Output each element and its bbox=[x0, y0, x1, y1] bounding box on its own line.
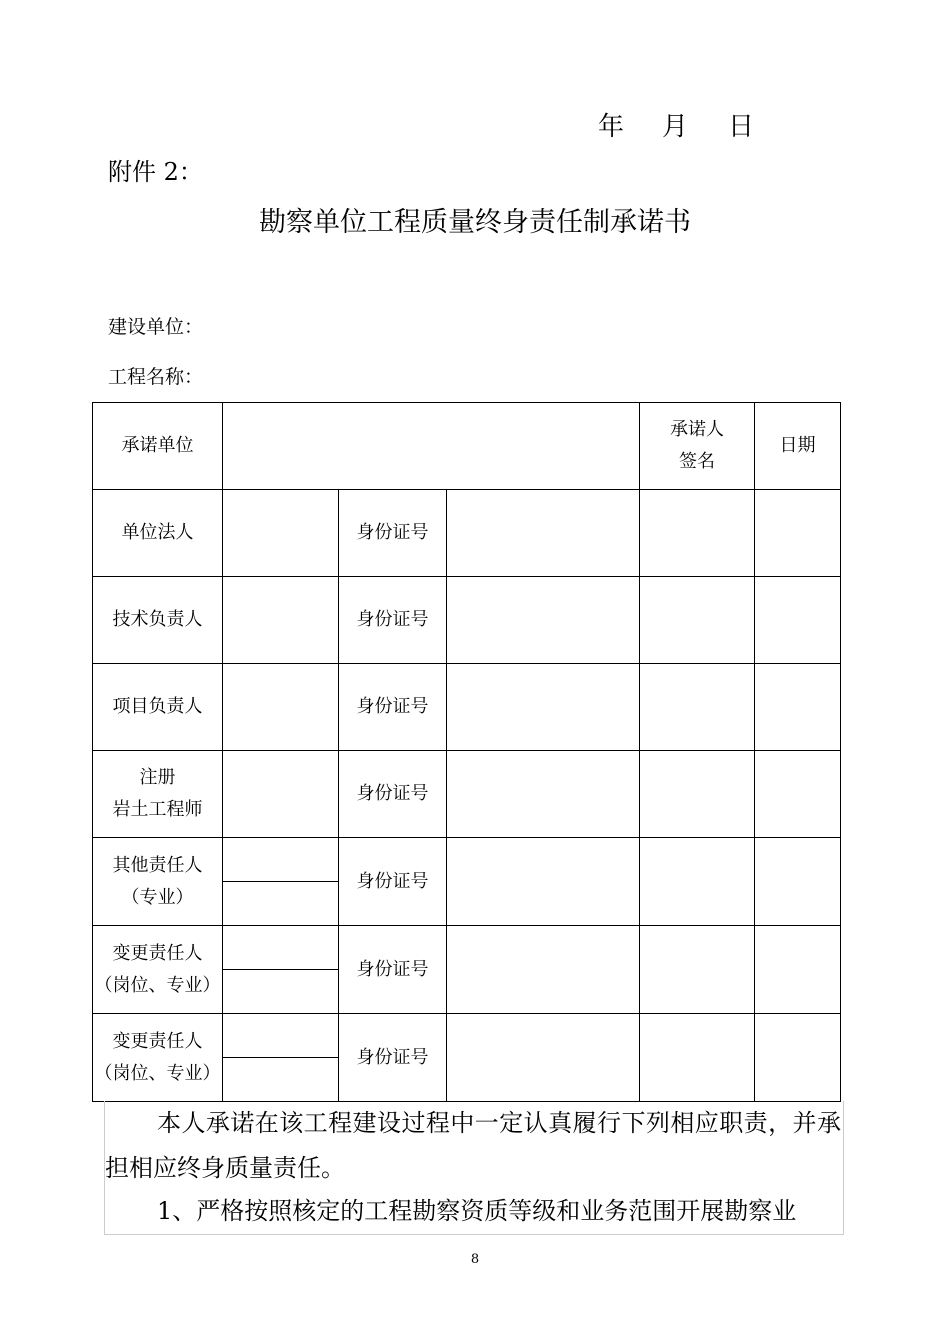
id-label: 身份证号 bbox=[339, 577, 447, 664]
signature-label-line1: 承诺人 bbox=[670, 419, 725, 440]
unit-value-cell[interactable] bbox=[223, 403, 640, 490]
project-name-label: 工程名称： bbox=[108, 366, 204, 388]
role-legal-rep: 单位法人 bbox=[93, 490, 223, 577]
name-cell[interactable] bbox=[223, 664, 339, 751]
table-row bbox=[93, 577, 841, 664]
date-day: 日 bbox=[728, 112, 755, 142]
unit-label-cell: 承诺单位 bbox=[93, 403, 223, 490]
table-row bbox=[93, 838, 841, 882]
name-cell[interactable] bbox=[223, 926, 339, 970]
table-row bbox=[93, 664, 841, 751]
table-row bbox=[93, 926, 841, 970]
table-header-row bbox=[93, 403, 841, 490]
date-year: 年 bbox=[598, 112, 625, 142]
commitment-text-box bbox=[104, 1101, 844, 1235]
commitment-form-table bbox=[92, 402, 841, 1102]
table-row bbox=[93, 751, 841, 838]
role-engineer-line2: 岩土工程师 bbox=[112, 799, 203, 820]
attachment-text: 附件 bbox=[108, 158, 156, 186]
signature-label-cell bbox=[640, 403, 755, 490]
name-cell[interactable] bbox=[223, 1014, 339, 1058]
id-value-cell[interactable] bbox=[447, 1014, 640, 1102]
attachment-label bbox=[108, 152, 203, 187]
specialty-cell[interactable] bbox=[223, 1058, 339, 1102]
date-label-cell: 日期 bbox=[755, 403, 841, 490]
id-label: 身份证号 bbox=[339, 664, 447, 751]
signature-label-line2: 签名 bbox=[679, 451, 716, 472]
signature-cell[interactable] bbox=[640, 577, 755, 664]
table-row bbox=[93, 1014, 841, 1058]
role-other-line2: （专业） bbox=[121, 886, 194, 908]
signature-cell[interactable] bbox=[640, 664, 755, 751]
document-title: 勘察单位工程质量终身责任制承诺书 bbox=[259, 207, 691, 238]
role-other-line1: 其他责任人 bbox=[112, 854, 203, 876]
id-label: 身份证号 bbox=[339, 490, 447, 577]
date-cell[interactable] bbox=[755, 751, 841, 838]
page-number: 8 bbox=[470, 1252, 480, 1267]
attachment-colon: ： bbox=[178, 158, 203, 186]
date-cell[interactable] bbox=[755, 926, 841, 1014]
role-change-2 bbox=[93, 1014, 223, 1102]
name-cell[interactable] bbox=[223, 490, 339, 577]
signature-cell[interactable] bbox=[640, 490, 755, 577]
name-cell[interactable] bbox=[223, 751, 339, 838]
id-value-cell[interactable] bbox=[447, 926, 640, 1014]
id-label: 身份证号 bbox=[339, 1014, 447, 1102]
date-line bbox=[598, 106, 754, 143]
id-value-cell[interactable] bbox=[447, 751, 640, 838]
id-value-cell[interactable] bbox=[447, 577, 640, 664]
id-value-cell[interactable] bbox=[447, 838, 640, 926]
signature-cell[interactable] bbox=[640, 1014, 755, 1102]
name-cell[interactable] bbox=[223, 577, 339, 664]
role-change-1 bbox=[93, 926, 223, 1014]
id-label: 身份证号 bbox=[339, 751, 447, 838]
id-value-cell[interactable] bbox=[447, 490, 640, 577]
id-label: 身份证号 bbox=[339, 926, 447, 1014]
table-row bbox=[93, 490, 841, 577]
role-change-1-line2: （岗位、专业） bbox=[94, 974, 221, 996]
commitment-paragraph: 本人承诺在该工程建设过程中一定认真履行下列相应职责，并承担相应终身质量责任。 bbox=[105, 1109, 841, 1182]
item-1-text: 、严格按照核定的工程勘察资质等级和业务范围开展勘察业 bbox=[172, 1197, 797, 1225]
item-1-number: 1 bbox=[157, 1197, 173, 1225]
date-cell[interactable] bbox=[755, 838, 841, 926]
date-cell[interactable] bbox=[755, 664, 841, 751]
date-month: 月 bbox=[662, 112, 689, 142]
role-change-2-line2: （岗位、专业） bbox=[94, 1062, 221, 1084]
role-engineer-line1: 注册 bbox=[139, 767, 176, 788]
signature-cell[interactable] bbox=[640, 926, 755, 1014]
date-cell[interactable] bbox=[755, 490, 841, 577]
commitment-item-1 bbox=[105, 1189, 841, 1234]
role-change-1-line1: 变更责任人 bbox=[112, 942, 203, 964]
id-value-cell[interactable] bbox=[447, 664, 640, 751]
date-cell[interactable] bbox=[755, 1014, 841, 1102]
role-engineer bbox=[93, 751, 223, 838]
specialty-cell[interactable] bbox=[223, 970, 339, 1014]
id-label: 身份证号 bbox=[339, 838, 447, 926]
specialty-cell[interactable] bbox=[223, 882, 339, 926]
signature-cell[interactable] bbox=[640, 751, 755, 838]
attachment-number: 2 bbox=[163, 158, 179, 186]
name-cell[interactable] bbox=[223, 838, 339, 882]
construction-unit-label: 建设单位： bbox=[108, 316, 204, 338]
role-other bbox=[93, 838, 223, 926]
role-tech-lead: 技术负责人 bbox=[93, 577, 223, 664]
date-cell[interactable] bbox=[755, 577, 841, 664]
role-project-lead: 项目负责人 bbox=[93, 664, 223, 751]
signature-cell[interactable] bbox=[640, 838, 755, 926]
role-change-2-line1: 变更责任人 bbox=[112, 1030, 203, 1052]
